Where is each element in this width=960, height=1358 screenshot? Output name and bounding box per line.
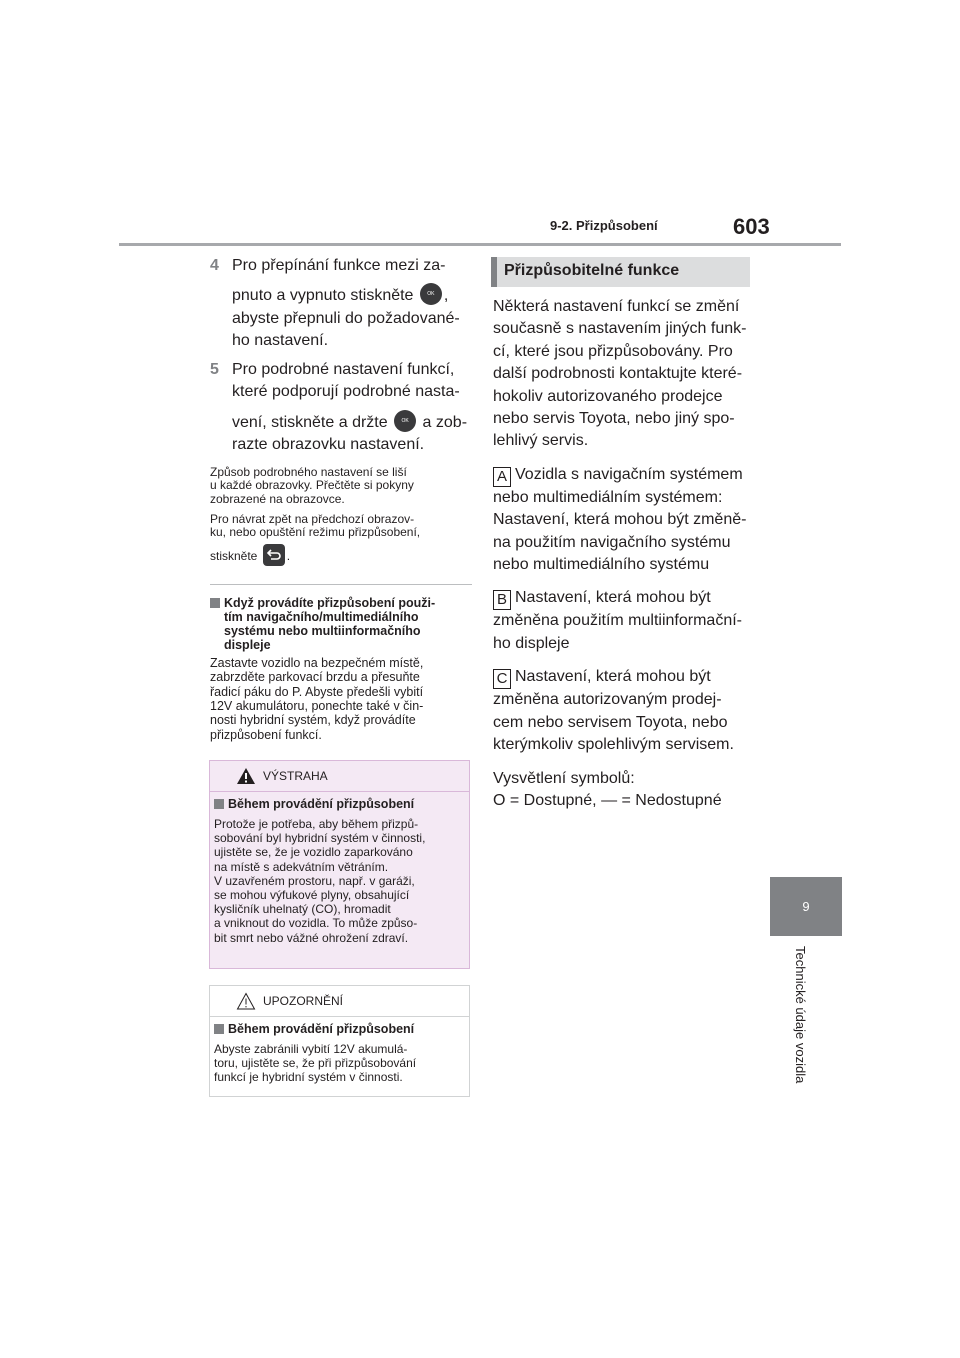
caution-heading: UPOZORNĚNÍ	[263, 994, 344, 1008]
left-column	[210, 255, 472, 742]
ok-button-icon: OK	[420, 283, 442, 305]
warning-header	[210, 761, 469, 792]
warning-title: Během provádění přizpůsobení	[214, 797, 465, 811]
category-item-a: A Vozidla s navigačním systémem nebo multimediálním systémem: Nastavení, která mohou být změně- na použitím navigačního systému nebo multimediálního systému	[493, 465, 747, 574]
chapter-tab-number: 9	[802, 899, 810, 914]
subsection-title: Když provádíte přizpůsobení použi- tím navigačního/multimediálního systému nebo multiinformačního displeje	[210, 596, 472, 652]
section-banner-title: Přizpůsobitelné funkce	[504, 262, 680, 279]
back-button-icon	[263, 544, 285, 566]
category-tag: A	[493, 467, 511, 487]
caution-title: Během provádění přizpůsobení	[214, 1022, 465, 1036]
warning-body: Protože je potřeba, aby během přizpů- sobování byl hybridní systém v činnosti, ujistěte se, že je vozidlo zaparkováno na místě s adekvátním větráním. V uzavřeném prostoru, např. v garáži, se mohou výfukové plyny, obsahující kysličník uhelnatý (CO), hromadit a vniknout do vozidla. To může způso- bit smrt nebo vážné ohrožení zdraví.	[214, 817, 426, 945]
symbol-legend: Vysvětlení symbolů: O = Dostupné, — = Nedostupné	[493, 769, 722, 809]
section-title: 9-2. Přizpůsobení	[550, 218, 658, 233]
step-5	[210, 359, 472, 457]
caution-box	[209, 985, 470, 1097]
category-item-b: B Nastavení, která mohou být změněna použitím multiinformační- ho displeje	[493, 589, 742, 652]
intro-paragraph: Některá nastavení funkcí se změní současně s nastavením jiných funk- cí, které jsou přizpůsobovány. Pro další podrobnosti kontaktujte které- hokoliv autorizovaného prodejce nebo servis Toyota, nebo jiný spo- lehlivý servis.	[493, 298, 747, 450]
section-banner	[491, 257, 750, 287]
square-bullet-icon	[210, 598, 220, 608]
step-text-line: abyste přepnuli do požadované-	[232, 310, 460, 328]
note-back: Pro návrat zpět na předchozí obrazov- ku, nebo opuštění režimu přizpůsobení, stiskněte .	[210, 513, 472, 568]
caution-header	[210, 986, 469, 1017]
header-rule	[119, 243, 841, 246]
category-tag: C	[493, 669, 511, 689]
step-4	[210, 255, 472, 353]
step-text-line: Pro přepínání funkce mezi za-	[232, 257, 446, 274]
subsection-body: Zastavte vozidlo na bezpečném místě, zabrzděte parkovací brzdu a přesuňte řadicí páku do P. Abyste předešli vybití 12V akumulátoru, ponechte také v čin- nosti hybridní systém, když provádíte přizpůsobení funkcí.	[210, 655, 424, 742]
warning-heading: VÝSTRAHA	[263, 769, 328, 783]
section-banner-bar	[491, 257, 497, 287]
step-text-line: vení, stiskněte a držte OK a zob-	[232, 412, 472, 435]
warning-triangle-icon	[236, 767, 256, 790]
step-text-line: razte obrazovku nastavení.	[232, 436, 425, 454]
step-text-line: které podporují podrobné nasta-	[232, 383, 460, 401]
step-number: 5	[210, 360, 219, 378]
caution-body: Abyste zabránili vybití 12V akumulá- toru, ujistěte se, že při přizpůsobování funkcí je hybridní systém v činnosti.	[214, 1042, 417, 1085]
square-bullet-icon	[214, 799, 224, 809]
ok-button-icon: OK	[394, 410, 416, 432]
square-bullet-icon	[214, 1024, 224, 1034]
step-number: 4	[210, 257, 219, 274]
chapter-tab[interactable]	[770, 877, 842, 936]
step-text-line: Pro podrobné nastavení funkcí,	[232, 360, 455, 378]
category-tag: B	[493, 590, 511, 610]
step-text-line: ho nastavení.	[232, 332, 329, 350]
chapter-tab-label: Technické údaje vozidla	[793, 946, 808, 1084]
category-item-c: C Nastavení, která mohou být změněna autorizovaným prodej- cem nebo servisem Toyota, nebo kterýmkoliv spolehlivým servisem.	[493, 668, 734, 754]
warning-box	[209, 760, 470, 969]
step-text-line: pnuto a vypnuto stiskněte OK ,	[232, 285, 472, 308]
right-column	[493, 296, 755, 823]
note-detail: Způsob podrobného nastavení se liší u každé obrazovky. Přečtěte si pokyny zobrazené na obrazovce.	[210, 464, 414, 506]
divider	[210, 584, 472, 585]
caution-triangle-icon	[236, 992, 256, 1015]
page-number: 603	[733, 214, 770, 239]
